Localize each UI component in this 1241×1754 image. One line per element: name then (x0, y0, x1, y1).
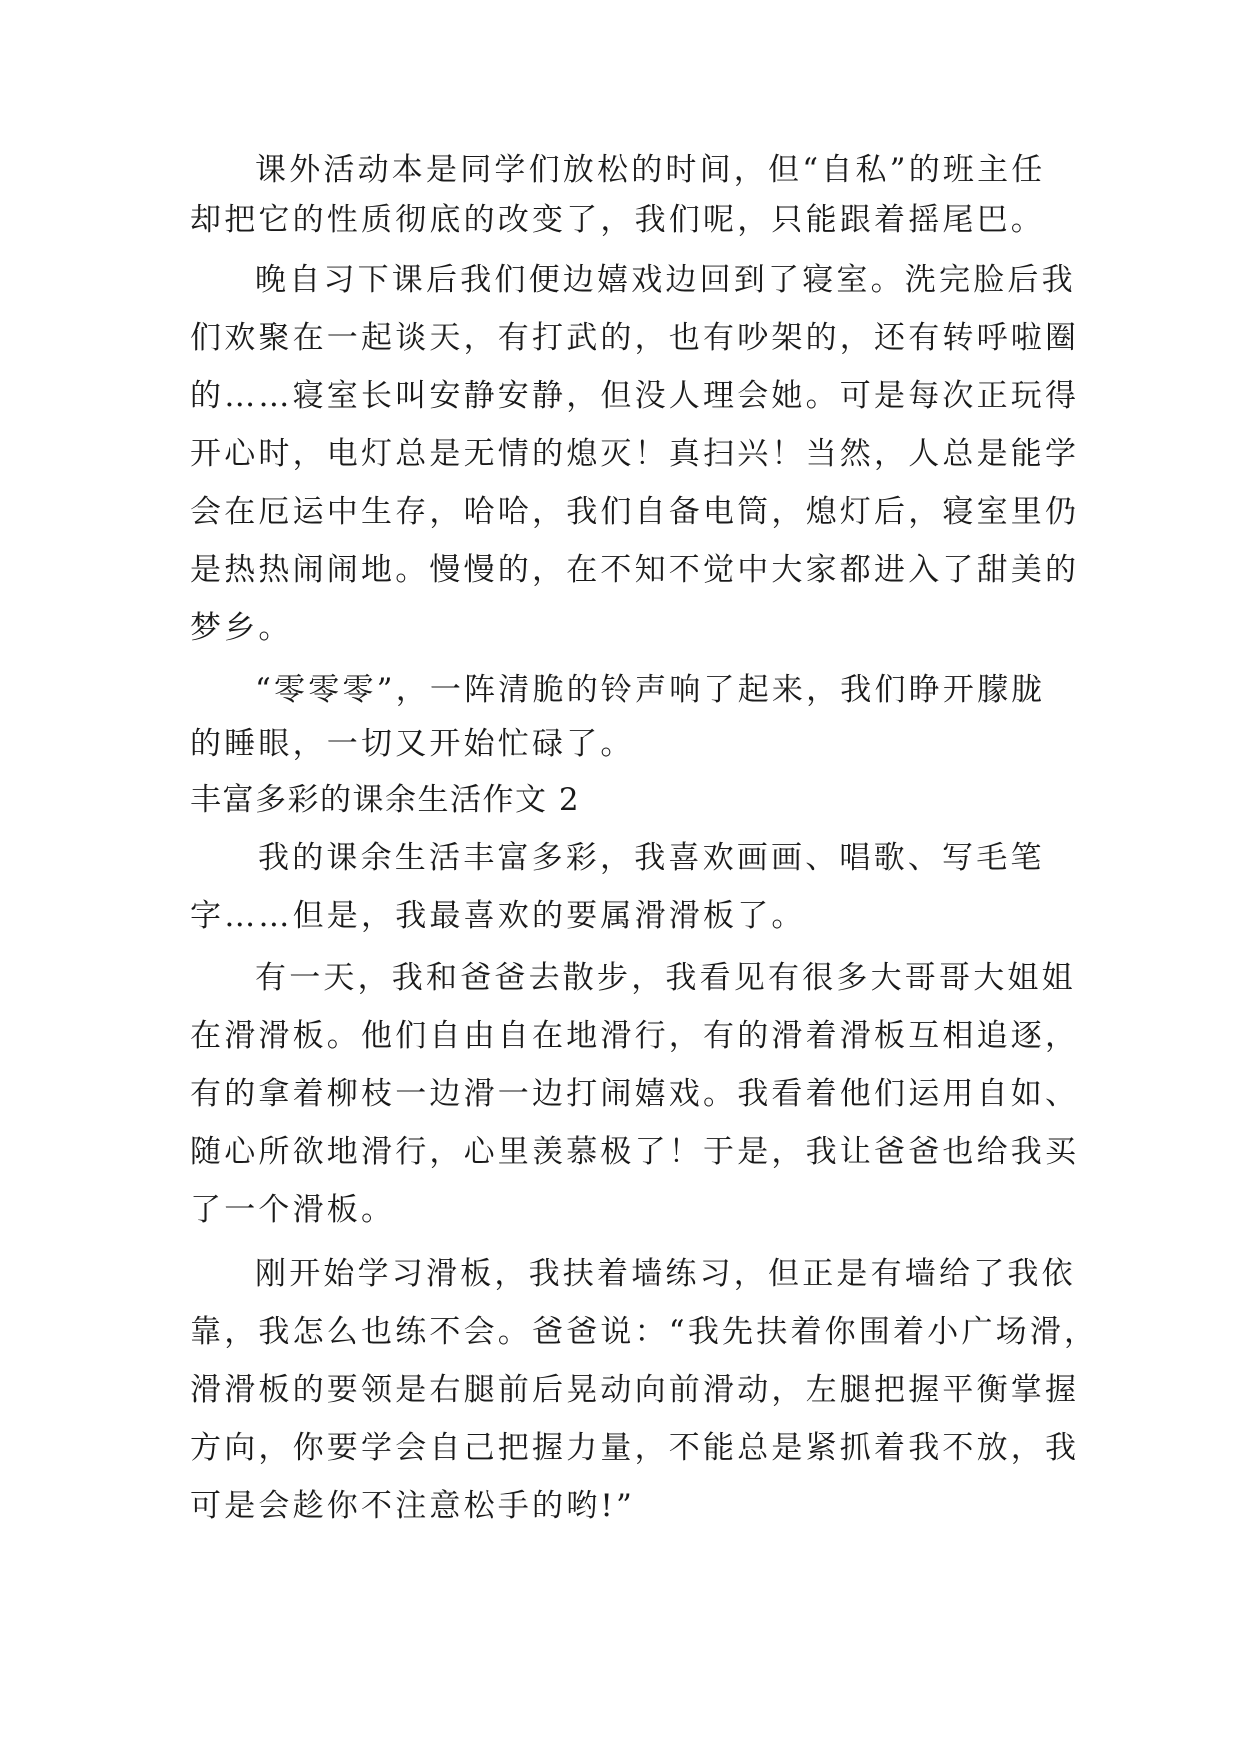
text-line: 我的课余生活丰富多彩，我喜欢画画、唱歌、写毛笔 (258, 840, 1045, 876)
text-line: 有一天，我和爸爸去散步，我看见有很多大哥哥大姐姐 (255, 960, 1076, 996)
text-line: 的……寝室长叫安静安静，但没人理会她。可是每次正玩得 (190, 378, 1080, 414)
text-line: 晚自习下课后我们便边嬉戏边回到了寝室。洗完脸后我 (255, 262, 1076, 298)
text-line: 滑滑板的要领是右腿前后晃动向前滑动，左腿把握平衡掌握 (190, 1372, 1080, 1408)
text-line: 随心所欲地滑行，心里羡慕极了！于是，我让爸爸也给我买 (190, 1134, 1080, 1170)
text-line: 梦乡。 (190, 610, 293, 646)
text-line: 可是会趁你不注意松手的哟!” (190, 1488, 636, 1524)
text-line: 了一个滑板。 (190, 1192, 396, 1228)
text-line: 的睡眼，一切又开始忙碌了。 (190, 726, 635, 762)
text-line: 在滑滑板。他们自由自在地滑行，有的滑着滑板互相追逐， (190, 1018, 1080, 1054)
text-line: 字……但是，我最喜欢的要属滑滑板了。 (190, 898, 806, 934)
text-line: 刚开始学习滑板，我扶着墙练习，但正是有墙给了我依 (255, 1256, 1076, 1292)
section-heading: 丰富多彩的课余生活作文 2 (190, 782, 581, 818)
text-line: “零零零”，一阵清脆的铃声响了起来，我们睁开朦胧 (255, 672, 1046, 708)
text-line: 有的拿着柳枝一边滑一边打闹嬉戏。我看着他们运用自如、 (190, 1076, 1080, 1112)
text-line: 开心时，电灯总是无情的熄灭！真扫兴！当然，人总是能学 (190, 436, 1080, 472)
text-line: 方向，你要学会自己把握力量，不能总是紧抓着我不放，我 (190, 1430, 1080, 1466)
text-line: 会在厄运中生存，哈哈，我们自备电筒，熄灯后，寝室里仍 (190, 494, 1080, 530)
text-line: 却把它的性质彻底的改变了，我们呢，只能跟着摇尾巴。 (190, 202, 1045, 238)
text-line: 课外活动本是同学们放松的时间，但“自私”的班主任 (255, 152, 1046, 188)
text-line: 是热热闹闹地。慢慢的，在不知不觉中大家都进入了甜美的 (190, 552, 1080, 588)
text-line: 靠，我怎么也练不会。爸爸说：“我先扶着你围着小广场滑， (190, 1314, 1099, 1350)
text-line: 们欢聚在一起谈天，有打武的，也有吵架的，还有转呼啦圈 (190, 320, 1080, 356)
